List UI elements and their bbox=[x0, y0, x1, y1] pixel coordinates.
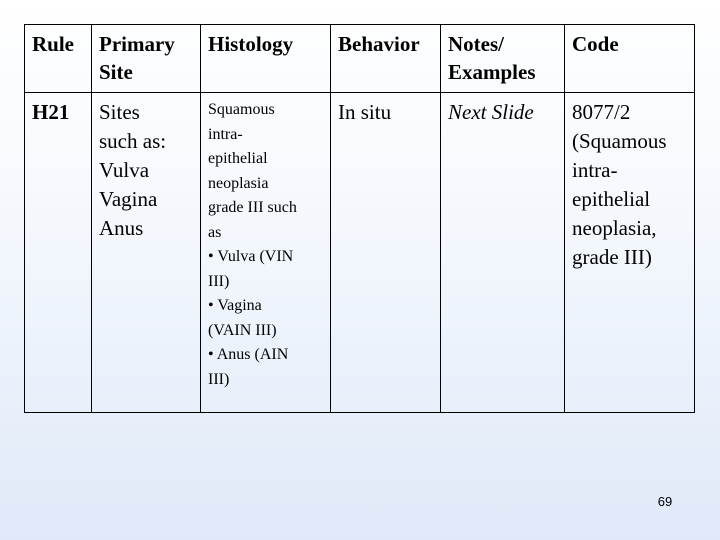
histology-line: intra- bbox=[208, 125, 243, 143]
primary-site-line: Sites bbox=[99, 100, 140, 124]
histology-line: neoplasia bbox=[208, 174, 269, 192]
header-notes-line: Notes/ bbox=[448, 32, 504, 56]
cell-rule bbox=[25, 93, 92, 413]
histology-line: epithelial bbox=[208, 150, 268, 167]
histology-line: • Anus (AIN bbox=[208, 346, 289, 363]
code-line: grade III) bbox=[572, 245, 652, 269]
histology-line: III) bbox=[208, 272, 230, 290]
header-rule-label: Rule bbox=[32, 32, 74, 56]
behavior-value: In situ bbox=[338, 100, 392, 124]
code-line: epithelial bbox=[572, 187, 651, 211]
primary-site-line: Vagina bbox=[99, 187, 158, 211]
table-row bbox=[25, 93, 695, 413]
histology-line: Squamous bbox=[208, 101, 275, 118]
cell-behavior bbox=[331, 93, 441, 413]
cell-histology bbox=[201, 93, 331, 413]
header-primary-site-line: Primary bbox=[99, 32, 175, 56]
code-line: intra- bbox=[572, 158, 618, 182]
histology-line: as bbox=[208, 223, 222, 241]
header-behavior-label: Behavior bbox=[338, 32, 420, 56]
header-primary-site bbox=[92, 25, 201, 93]
code-line: neoplasia, bbox=[572, 216, 657, 240]
cell-code bbox=[565, 93, 695, 413]
code-line: 8077/2 bbox=[572, 100, 631, 124]
header-notes bbox=[441, 25, 565, 93]
cell-primary-site bbox=[92, 93, 201, 413]
header-histology-label: Histology bbox=[208, 32, 294, 56]
rule-value: H21 bbox=[32, 100, 70, 124]
histology-line: III) bbox=[208, 370, 230, 388]
header-code bbox=[565, 25, 695, 93]
header-code-label: Code bbox=[572, 32, 619, 56]
histology-line: • Vagina bbox=[208, 297, 262, 314]
header-behavior bbox=[331, 25, 441, 93]
primary-site-line: Anus bbox=[99, 216, 144, 240]
histology-line: • Vulva (VIN bbox=[208, 248, 294, 265]
header-rule bbox=[25, 25, 92, 93]
header-primary-site-line: Site bbox=[99, 60, 133, 84]
page-number: 69 bbox=[657, 494, 673, 509]
histology-line: grade III such bbox=[208, 199, 297, 216]
cell-notes bbox=[441, 93, 565, 413]
notes-value: Next Slide bbox=[448, 100, 534, 124]
code-line: (Squamous bbox=[572, 129, 667, 153]
table-header-row bbox=[25, 25, 695, 93]
primary-site-line: such as: bbox=[99, 129, 167, 153]
primary-site-line: Vulva bbox=[99, 158, 150, 182]
header-histology bbox=[201, 25, 331, 93]
histology-line: (VAIN III) bbox=[208, 321, 277, 339]
header-notes-line: Examples bbox=[448, 60, 536, 84]
rules-table bbox=[24, 24, 695, 413]
